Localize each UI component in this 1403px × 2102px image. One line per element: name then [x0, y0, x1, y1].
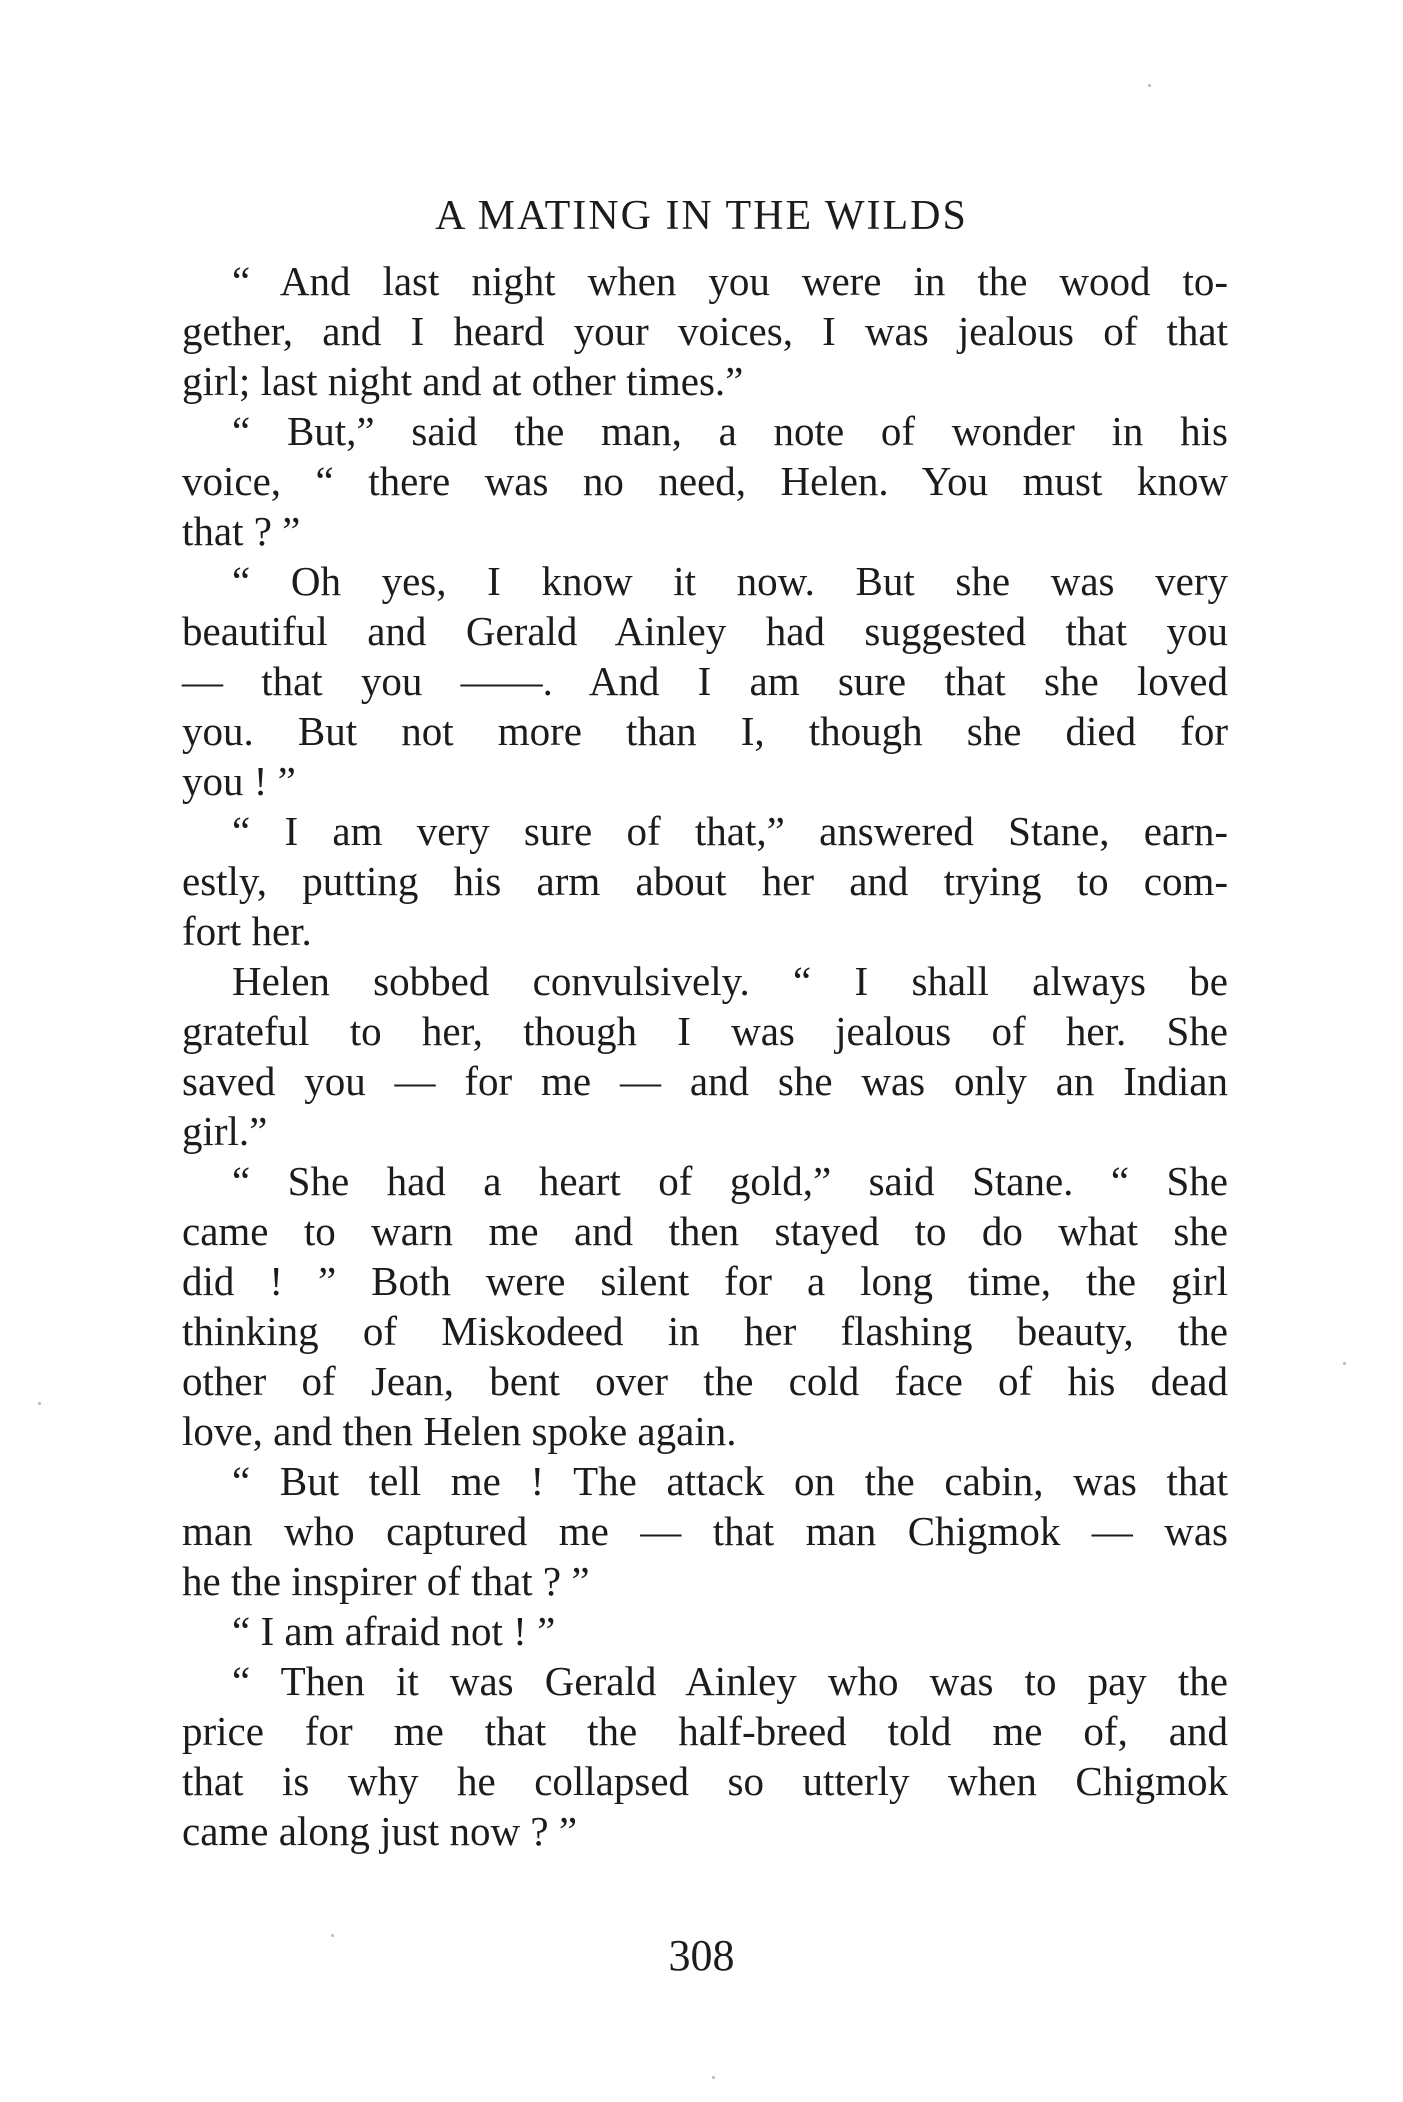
text-line: that is why he collapsed so utterly when Chigmok — [182, 1758, 1228, 1804]
text-line: Helen sobbed convulsively. “ I shall always be — [232, 958, 1228, 1004]
text-line: — that you ——. And I am sure that she loved — [182, 658, 1228, 704]
running-head: A MATING IN THE WILDS — [435, 193, 968, 239]
text-line: beautiful and Gerald Ainley had suggested that you — [182, 608, 1228, 654]
text-line: grateful to her, though I was jealous of her. She — [182, 1008, 1228, 1054]
text-line: girl; last night and at other times.” — [182, 358, 744, 404]
text-line: love, and then Helen spoke again. — [182, 1408, 737, 1454]
text-line: he the inspirer of that ? ” — [182, 1558, 590, 1604]
text-line: voice, “ there was no need, Helen. You must know — [182, 458, 1228, 504]
text-line: came to warn me and then stayed to do what she — [182, 1208, 1228, 1254]
text-line: other of Jean, bent over the cold face of his dead — [182, 1358, 1228, 1404]
text-body — [182, 256, 1228, 1856]
text-line: you. But not more than I, though she died for — [182, 708, 1228, 754]
paper-speck — [1148, 84, 1151, 87]
text-line: “ I am afraid not ! ” — [232, 1608, 556, 1654]
text-line: came along just now ? ” — [182, 1808, 578, 1854]
text-line: estly, putting his arm about her and trying to com- — [182, 858, 1228, 904]
text-line: “ But,” said the man, a note of wonder in his — [232, 408, 1228, 454]
text-line: “ She had a heart of gold,” said Stane. “ She — [232, 1158, 1228, 1204]
text-line: “ Then it was Gerald Ainley who was to pay the — [232, 1658, 1228, 1704]
page-number: 308 — [668, 1931, 735, 1980]
text-line: “ I am very sure of that,” answered Stane, earn- — [232, 808, 1228, 854]
paper-speck — [331, 1934, 334, 1937]
text-line: price for me that the half-breed told me of, and — [182, 1708, 1228, 1754]
text-line: “ But tell me ! The attack on the cabin, was that — [232, 1458, 1228, 1504]
text-line: saved you — for me — and she was only an Indian — [182, 1058, 1228, 1104]
text-line: gether, and I heard your voices, I was jealous of that — [182, 308, 1228, 354]
text-line: fort her. — [182, 908, 312, 954]
text-line: man who captured me — that man Chigmok — was — [182, 1508, 1228, 1554]
paper-speck — [712, 2076, 715, 2079]
paper-speck — [1343, 1362, 1346, 1365]
text-line: “ And last night when you were in the wood to- — [232, 258, 1228, 304]
paper-speck — [38, 1402, 41, 1405]
text-line: “ Oh yes, I know it now. But she was very — [232, 558, 1228, 604]
text-line: did ! ” Both were silent for a long time, the girl — [182, 1258, 1228, 1304]
text-line: you ! ” — [182, 758, 296, 804]
text-line: that ? ” — [182, 508, 301, 554]
text-line: thinking of Miskodeed in her flashing beauty, the — [182, 1308, 1228, 1354]
text-line: girl.” — [182, 1108, 268, 1154]
